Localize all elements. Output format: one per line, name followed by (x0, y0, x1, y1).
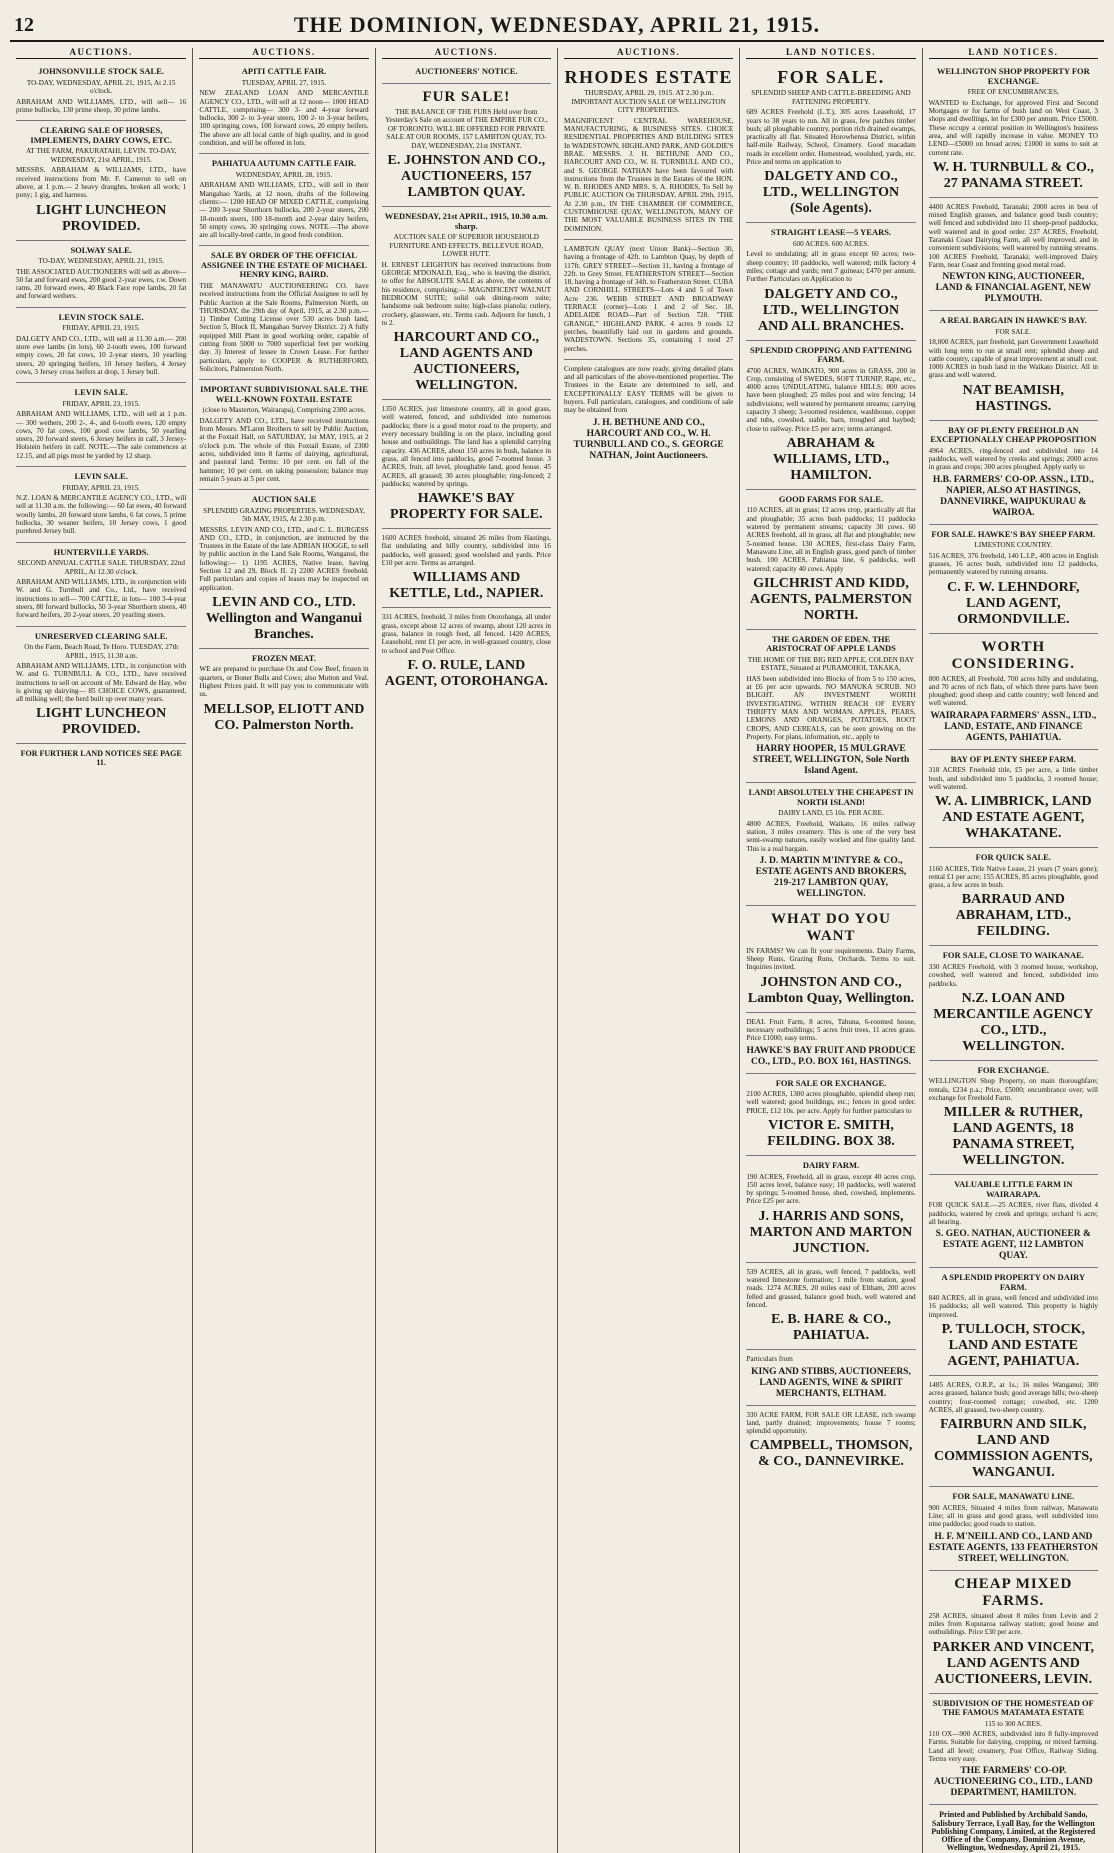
ad-signature: MILLER & RUTHER, LAND AGENTS, 18 PANAMA STREET, WELLINGTON. (943, 1105, 1083, 1169)
ad-subtitle: AT THE FARM, PAKURATAHI, LEVIN. TO-DAY, WEDNESDAY, 21st APRIL, 1915. (25, 147, 177, 164)
advertisement (16, 467, 186, 542)
ad-signature: HAWKE'S BAY PROPERTY FOR SALE. (390, 491, 543, 523)
column-4 (557, 48, 739, 1853)
ad-body-text: 4400 ACRES Freehold, Taranaki; 2000 acres in best of mixed English grasses, and balance good bush country; well fenced and subdivided into 11 sheep-proof paddocks, well watered and in good order. 237 ACRES, Freehold, Taranaki Coast Dairying Farm, all well improved, and in convenient subdivisions; well watered by running streams. 100 ACRES Freehold, Taranaki; well-improved Dairy Farm, near Coast and fronting good metal road. (928, 202, 1098, 269)
ad-signature: DALGETY AND CO., LTD., WELLINGTON (Sole Agents). (762, 169, 900, 217)
ad-signature: CAMPBELL, THOMSON, & CO., DANNEVIRKE. (749, 1438, 913, 1470)
ad-body-text: Level to undulating; all in grass except 60 acres; two-sheep country; 10 paddocks, well watered; milk factory 4 miles; cottage and yards; rent 7 guineas; £470 per annum. Further Particulars on Application to (746, 250, 916, 284)
advertisement (564, 360, 733, 467)
advertisement (929, 946, 1098, 1060)
advertisement (746, 1156, 915, 1263)
ad-title: JOHNSONVILLE STOCK SALE. (38, 66, 165, 77)
ad-title: VALUABLE LITTLE FARM IN WAIRARAPA. (954, 1179, 1073, 1199)
masthead (10, 6, 1104, 42)
advertisement (382, 400, 551, 529)
ad-subtitle: THE BALANCE OF THE FURS Held over from Yesterday's Sale on account of THE EMPIRE FUR CO., OF TORONTO. WILL BE OFFERED FOR PRIVATE SALE AT OUR ROOMS, 157 LAMBTON QUAY, TO-DAY, WEDNESDAY, 21st INSTANT. (385, 107, 548, 150)
ad-title: FOR SALE. (777, 67, 885, 88)
ad-signature: C. F. W. LEHNDORF, LAND AGENT, ORMONDVILLE. (947, 579, 1080, 627)
ad-subtitle: (close to Masterton, Wairarapa), Comprising 2300 acres. (202, 406, 366, 415)
advertisement (746, 1013, 915, 1074)
ad-body-text: MESSRS. ABRAHAM & WILLIAMS, LTD., have received instructions from Mr. F. Cameron to sell on above, at 1 p.m.— 2 heavy draughts, broken all work; 1 pony; 1 gig, and harness. (16, 166, 187, 200)
ad-signature: P. TULLOCH, STOCK, LAND AND ESTATE AGENT, PAHIATUA. (941, 1322, 1085, 1370)
columns-container (10, 47, 1104, 1853)
ad-body-text: 330 ACRE FARM, FOR SALE OR LEASE, rich swamp land, partly drained; improvements; house 7 rooms; splendid opportunity. (746, 1410, 916, 1436)
advertisement (746, 1406, 915, 1476)
ad-title: CHEAP MIXED FARMS. (954, 1575, 1073, 1609)
advertisement (16, 121, 186, 240)
ad-body-text: DEAL Fruit Farm, 8 acres, Tahuna, 6-roomed house, necessary outbuildings; 5 acres fruit trees, 11 acres grass. Price £1000; easy terms. (746, 1017, 916, 1043)
advertisement (929, 750, 1098, 848)
column-heading: AUCTIONS. (199, 48, 368, 59)
advertisement (746, 630, 915, 783)
advertisement (746, 783, 915, 906)
ad-signature: W. H. TURNBULL & CO., 27 PANAMA STREET. (932, 159, 1094, 191)
ad-body-text: ABRAHAM AND WILLIAMS, LTD., in conjunction with W. and G. TURNBULL & CO., LTD., have received instructions to sell on account of Mr. Edward de Hay, who is giving up dairying— 85 CHOICE COWS, guaranteed, all milking well; the herd built up over many years. (16, 662, 187, 704)
ad-body-text: ABRAHAM AND WILLIAMS, LTD., will sell in their Mangahao Yards, at 12 noon, drafts of the following clients:— 1200 HEAD OF MIXED CATTLE, comprising— 200 3-year Shorthorn bullocks, 200 2-year steers, 200 18-month steers, 100 18-month and 2-year dairy heifers, 50 empty cows, 30 springing cows. NOTE.—The above are all locally-bred cattle, in good fresh condition. (199, 181, 369, 240)
ad-signature: ABRAHAM & WILLIAMS, LTD., HAMILTON. (772, 435, 890, 483)
ad-title: FOR SALE. HAWKE'S BAY SHEEP FARM. (931, 528, 1096, 539)
advertisement (746, 223, 915, 340)
ad-title: WELLINGTON SHOP PROPERTY FOR EXCHANGE. (936, 66, 1090, 86)
ad-body-text: 2100 ACRES, 1300 acres ploughable, splendid sheep run; well watered; good buildings, etc.; fences in good order. PRICE, £12 10s. per acre. Apply for further particulars to (746, 1090, 916, 1115)
ad-body-text: ABRAHAM AND WILLIAMS, LTD., will sell— 16 prime bullocks, 130 prime sheep, 30 prime lambs. (16, 97, 187, 115)
ad-body-text: 1485 ACRES, O.R.P., at 1s.; 16 miles Wanganui; 300 acres grassed, balance bush; good average hills; two-sheep country; four-roomed cottage; cowshed, etc. 1200 ACRES, all grassed, two-sheep country. (928, 1381, 1098, 1414)
ad-body-text: 318 ACRES Freehold title, £5 per acre, a little timber bush, and subdivided into 5 paddocks, 3 roomed house; well watered. (928, 766, 1098, 791)
ad-body-text: 800 ACRES, all Freehold, 700 acres hilly and undulating, and 70 acres of rich flats, of which three parts have been ploughed; good sheep and cattle country; well fenced and well watered. (928, 674, 1098, 708)
ad-signature: LIGHT LUNCHEON PROVIDED. (36, 706, 167, 738)
ad-signature: J. D. MARTIN M'INTYRE & CO., ESTATE AGENTS AND BROKERS, 219-217 LAMBTON QUAY, WELLINGTON. (755, 855, 907, 899)
page-number: 12 (14, 14, 34, 36)
ad-title: FOR SALE OR EXCHANGE. (775, 1077, 887, 1088)
ad-title: SPLENDID CROPPING AND FATTENING FARM. (750, 344, 912, 365)
ad-signature: FAIRBURN AND SILK, LAND AND COMMISSION AGENTS, WANGANUI. (933, 1417, 1093, 1481)
advertisement (746, 490, 915, 630)
ad-subtitle: FRIDAY, APRIL 23, 1915. (62, 399, 140, 408)
ad-title: STRAIGHT LEASE—5 YEARS. (770, 227, 892, 238)
ad-signature: THE FARMERS' CO-OP. AUCTIONEERING CO., LTD., LAND DEPARTMENT, HAMILTON. (933, 1766, 1093, 1799)
advertisement (929, 1571, 1098, 1694)
ad-signature: J. HARRIS AND SONS, MARTON AND MARTON JUNCTION. (749, 1208, 913, 1256)
ad-title: FROZEN MEAT. (252, 652, 316, 663)
advertisement (929, 634, 1098, 750)
column-heading: AUCTIONS. (16, 48, 186, 59)
advertisement (929, 311, 1098, 420)
advertisement (746, 906, 915, 1013)
ad-body-text: 539 ACRES, all in grass, well fenced, 7 paddocks, well watered limestone formation; 1 mile from station, good roads. 1274 ACRES, 20 miles east of Eltham, 200 acres felled and grassed, balance good bush, well watered and fenced. (746, 1267, 916, 1309)
column-heading: LAND NOTICES. (929, 48, 1098, 59)
ad-title: FOR SALE, MANAWATU LINE. (952, 1491, 1075, 1502)
ad-body-text: 516 ACRES, 376 freehold, 140 L.I.P., 400 acres in English grasses, 16 acres bush, subdivided into 12 paddocks, permanently watered by running streams. (928, 551, 1098, 577)
ad-subtitle: SPLENDID GRAZING PROPERTIES. WEDNESDAY, 5th MAY, 1915, At 2.30 p.m. (203, 506, 365, 524)
ad-body-text: 1600 ACRES freehold, situated 26 miles from Hastings, flat undulating and hilly country, subdivided into 16 paddocks, well grassed; good woolshed and yards. Price £10 per acre. Terms as arranged. (381, 534, 551, 568)
ad-signature: BARRAUD AND ABRAHAM, LTD., FEILDING. (955, 892, 1072, 940)
ad-body-text: MESSRS. LEVIN AND CO., LTD., and C. L. BURGESS AND CO., LTD., in conjunction, are instructed by the Trustees in the Estate of the late ADRIAN HOGGE, to sell by public auction in the Land Sale Rooms, Wanganui, the following:— 1) 1195 ACRES, Native lease, having Section 12 and 29, Block II. 2) 2200 ACRES freehold. Full particulars and copies of leases may be inspected on application. (199, 525, 369, 592)
ad-title: SOLWAY SALE. (70, 244, 132, 255)
ad-body-text: 110 ACRES, all in grass; 12 acres crop, practically all flat and ploughable; 35 acres bush paddocks; 11 paddocks watered by permanent streams; capacity 30 cows. 60 ACRES freehold, all in grass, all flat and ploughable; new 5-roomed house. 130 ACRES, first-class Dairy Farm, Manawatu Line, all in English grass, good patch of timber bush. 100 ACRES, Pahiatua line, 6 paddocks, well watered; capacity 40 cows. Apply (746, 506, 916, 573)
ad-body-text: 4964 ACRES, ring-fenced and subdivided into 14 paddocks, well watered by creeks and springs; 2000 acres in grass and crops; 300 acres ploughed. Apply early to (928, 446, 1098, 472)
ad-subtitle: WEDNESDAY, APRIL 28, 1915. (235, 170, 333, 179)
ad-signature: PARKER AND VINCENT, LAND AGENTS AND AUCTIONEERS, LEVIN. (932, 1639, 1095, 1687)
ad-title: AUCTIONEERS' NOTICE. (415, 66, 518, 77)
ad-signature: H.B. FARMERS' CO-OP. ASSN., LTD., NAPIER, ALSO AT HASTINGS, DANNEVIRKE, WAIPUKURAU & WAIROA. (932, 474, 1094, 518)
advertisement (929, 848, 1098, 946)
advertisement (929, 421, 1098, 525)
ad-subtitle: THURSDAY, APRIL 29, 1915. AT 2.30 p.m. IMPORTANT AUCTION SALE OF WELLINGTON CITY PROPERTIES. (571, 89, 726, 115)
ad-signature: S. GEO. NATHAN, AUCTIONEER & ESTATE AGENT, 112 LAMBTON QUAY. (935, 1229, 1091, 1262)
ad-body-text: WE are prepared to purchase Ox and Cow Beef, frozen in quarters, or Boner Bulls and Cows; also Mutton and Veal. Highest Prices paid. It will pay you to communicate with us. (199, 665, 369, 699)
ad-body-text: HAS been subdivided into Blocks of from 5 to 150 acres, at £6 per acre upwards. NO MANUKA SCRUB. NO BLIGHT. AN INVESTMENT WORTH INVESTIGATING. WITHIN REACH OF EVERY THRIFTY MAN AND WOMAN. APPLES, PEARS, LEMONS AND ORANGES, POTATOES, ROOT CROPS, AND CEREALS, can be seen growing on the Property. For plans, information, etc., apply to (746, 674, 916, 741)
ad-body-text: LAMBTON QUAY (next Union Bank)—Section 30, having a frontage of 42ft. to Lambton Quay, by depth of 117ft. GREY STREET—Section 11, having a frontage of 22ft. to Grey Street. FEATHERSTON STREET—Section 18, having a frontage of 34ft. to Featherston Street. CUBA AND CORNHILL STREETS—Lots 4 and 5 of Town Acre 236. WEBB STREET AND BROADWAY TERRACE (corner)—Lots 1 and 2 of Sec. 18. ADELAIDE ROAD—Part of Section 728. "THE GRANGE," HIGHLAND PARK. 4 acres 9 roods 12 perches, beautifully laid out in gardens and grounds. WADESTOWN. Sections 35, containing 1 rood 27 perches. (563, 244, 734, 353)
advertisement (929, 1175, 1098, 1268)
ad-subtitle: LIMESTONE COUNTRY. (974, 541, 1053, 550)
ad-title: BAY OF PLENTY FREEHOLD AN EXCEPTIONALLY CHEAP PROPOSITION (930, 424, 1097, 445)
ad-body-text: 4700 ACRES, WAIKATO, 900 acres in GRASS, 200 in Crop, consisting of SWEDES, SOFT TURNIP, Rape, etc., 4000 acres UNDULATING, balance HILLS; 800 acres have been ploughed; 25 miles post and wire fencing; 14 subdivisions; well watered by permanent streams; carrying capacity 3 sheep; 3-roomed residence, washhouse, copper and tubs, cowshed, stable, barn, troughed and haybed; close to railway. Price £5 per acre; terms arranged. (746, 366, 916, 433)
ad-body-text: 110 OX—900 ACRES, subdivided into 8 fully-improved Farms. Suitable for dairying, cropping, or mixed farming. Land all level; creamery, Post Office, Railway Siding. Terms very easy. (928, 1730, 1098, 1763)
ad-title: HUNTERVILLE YARDS. (53, 546, 149, 557)
ad-title: LEVIN STOCK SALE. (58, 311, 144, 322)
ad-title: FOR EXCHANGE. (977, 1064, 1049, 1075)
ad-signature: F. O. RULE, LAND AGENT, OTOROHANGA. (384, 657, 548, 689)
column-6 (922, 48, 1104, 1853)
advertisement (929, 198, 1098, 311)
ad-title: FUR SALE! (422, 88, 511, 105)
advertisement (929, 1487, 1098, 1570)
column-heading: AUCTIONS. (382, 48, 551, 59)
ad-title: UNRESERVED CLEARING SALE. (34, 630, 168, 641)
column-heading: AUCTIONS. (564, 48, 733, 59)
advertisement (382, 207, 551, 400)
ad-body-text: DALGETY AND CO., LTD., have received instructions from Messrs. M'Laren Brothers to sell by Public Auction, at the Foxtail Hall, on SATURDAY, 1st MAY, 1915, at 2 o'clock p.m. The whole of this Foxtail Estate, of 2300 acres, subdivided into 8 farms of dairying, agricultural, and pastoral land. Terms: 10 per cent. on fall of the hammer; 10 per cent. on taking possession; balance may remain 5 years at 5 per cent. (199, 416, 369, 483)
ad-subtitle: DAIRY LAND, £5 10s. PER ACRE. (778, 809, 884, 818)
column-footer-note: Printed and Published by Archibald Sando, Salisbury Terrace, Lyall Bay, for the Wellington Publishing Company, Limited, at the Registered Office of the Company, Dominion Avenue, Wellington, Wednesday, April 21, 1915. (931, 1810, 1096, 1853)
ad-title: WEDNESDAY, 21st APRIL, 1915, 10.30 a.m. sharp. (384, 211, 548, 231)
ad-signature: E. B. HARE & CO., PAHIATUA. (771, 1312, 891, 1344)
ad-signature: HARCOURT AND CO., LAND AGENTS AND AUCTIONEERS, WELLINGTON. (393, 330, 540, 394)
advertisement (929, 1694, 1098, 1806)
ad-title: DAIRY FARM. (802, 1160, 860, 1171)
advertisement (929, 1376, 1098, 1487)
ad-title: A REAL BARGAIN IN HAWKE'S BAY. (939, 315, 1087, 326)
ad-body-text: 900 ACRES, Situated 4 miles from railway, Manawatu Line; all in grass and good grass, well subdivided into nine paddocks; good roads to station. (928, 1503, 1098, 1529)
advertisement (382, 529, 551, 608)
ad-signature: E. JOHNSTON AND CO., AUCTIONEERS, 157 LAMBTON QUAY. (387, 153, 546, 201)
ad-signature: KING AND STIBBS, AUCTIONEERS, LAND AGENTS, WINE & SPIRIT MERCHANTS, ELTHAM. (751, 1366, 911, 1399)
column-footer-note: FOR FURTHER LAND NOTICES SEE PAGE 11. (20, 749, 182, 767)
ad-signature: HARRY HOOPER, 15 MULGRAVE STREET, WELLINGTON, Sole North Island Agent. (752, 744, 910, 777)
ad-subtitle: FREE OF ENCUMBRANCES, (967, 88, 1059, 97)
advertisement (746, 62, 915, 223)
ad-body-text: 18,000 ACRES, part freehold, part Government Leasehold with long term to run at small rent; splendid sheep and cattle country, capable of great improvement at small cost. 1000 ACRES in bush land in the Waikato District. All in grass and well watered. (928, 338, 1098, 380)
newspaper-title: THE DOMINION, WEDNESDAY, APRIL 21, 1915. (293, 12, 821, 37)
advertisement (929, 1268, 1098, 1376)
ad-body-text: Complete catalogues are now ready, giving detailed plans and all particulars of the above-mentioned properties. The Trustees in the Estate are determined to sell, and EXCEPTIONALLY EASY TERMS will be given to buyers. Full particulars, catalogues, and conditions of sale may be obtained from (563, 364, 734, 415)
ad-subtitle: 600 ACRES. 600 ACRES. (792, 239, 870, 248)
ad-signature: J. H. BETHUNE AND CO., HARCOURT AND CO., W. H. TURNBULL AND CO., S. GEORGE NATHAN, Joint Auctioneers. (573, 417, 724, 461)
ad-subtitle: 115 to 300 ACRES. (984, 1719, 1042, 1728)
ad-body-text: WANTED to Exchange, for approved First and Second Mortgages or for farms of bush land on West Coast, 3 shops and dwellings, let for £300 per annum. Price £5000. These occupy a central position in Wellington's business area, and will rapidly increase in value. MONEY TO LEND—£5000 on broad acres; £1000 in sums to suit at current rate. (928, 98, 1098, 157)
ad-body-text: 4800 ACRES, Freehold, Waikato, 16 miles railway station, 3 miles creamery. This is one of the very best semi-swamp natures, easily worked and fine quality land. This is a real bargain. (746, 819, 916, 853)
ad-body-text: Particulars from (746, 1355, 793, 1364)
ad-body-text: FOR QUICK SALE.—25 ACRES, river flats, divided 4 paddocks, watered by creek and springs; orchard ½ acre; all bearing. (928, 1201, 1098, 1226)
advertisement (746, 1074, 915, 1156)
ad-signature: VICTOR E. SMITH, FEILDING. BOX 38. (767, 1118, 895, 1150)
ad-body-text: 331 ACRES, freehold, 3 miles from Otorohanga, all under grass, except about 12 acres of swamp, about 120 acres in grass, balance in rough feed, all fenced. 1420 ACRES, Leasehold, rent £1 per acre, in well-grassed country, close to school and Post Office. (381, 613, 551, 655)
ad-title: WHAT DO YOU WANT (771, 910, 891, 944)
ad-body-text: ABRAHAM AND WILLIAMS, LTD., will sell at 1 p.m.— 300 wethers, 200 2-, 4-, and 6-tooth ewes, 120 empty cows, 70 fat cows, 100 good cow lambs, 50 yearling steers, 20 forward steers, 6 Jersey heifers in calf, 3 Jersey-Holstein heifers in calf. NOTE.—The sale commences at 12.15, and all pigs must be yarded by 12 sharp. (16, 410, 187, 460)
advertisement (929, 62, 1098, 198)
advertisement (16, 627, 186, 745)
ad-subtitle: AUCTION SALE OF SUPERIOR HOUSEHOLD FURNITURE AND EFFECTS. BELLEVUE ROAD, LOWER HUTT. (389, 233, 544, 259)
advertisement (199, 490, 368, 649)
ad-title: BAY OF PLENTY SHEEP FARM. (950, 753, 1077, 764)
ad-body-text: MAGNIFICENT CENTRAL WAREHOUSE, MANUFACTURING, & BUSINESS SITES. CHOICE RESIDENTIAL PROPERTIES AND BUILDING SITES In WADESTOWN, HIGHLAND PARK, AND GOLDIE'S BRAE. MESSRS. J. H. BETHUNE AND CO., HARCOURT AND CO., W. H. TURNBULL AND CO., and S. GEORGE NATHAN have been favoured with instructions from the Trustees in the Estates of the HON. W. B. RHODES AND MRS. S. A. RHODES, To Sell by PUBLIC AUCTION On THURSDAY, APRIL 29th, 1915, At 2.30 p.m., IN THE CHAMBER OF COMMERCE, CUSTOMHOUSE QUAY, WELLINGTON, MANY OF THE MOST VALUABLE BUSINESS SITES IN THE DOMINION. (563, 116, 734, 233)
advertisement (564, 240, 733, 360)
ad-signature: LEVIN AND CO., LTD. Wellington and Wanganui Branches. (205, 594, 363, 642)
advertisement (382, 62, 551, 84)
ad-body-text: 1350 ACRES, just limestone country, all in good grass, well watered, fenced, and subdivided into numerous paddocks; there is a good motor road to the property, and every necessary building is on the place, including good house and outbuildings. The land has a splendid carrying capacity. 436 ACRES, about 150 acres in bush, balance in grass, all fenced into paddocks, good 7-roomed house. 3 ACRES, fruit, all level, ploughable land, good house. 45 ACRES, all grassed; 30 acres ploughable; ring-fenced; 2 paddocks; watered by springs. (381, 405, 551, 488)
advertisement (929, 1061, 1098, 1175)
ad-subtitle: TO-DAY, WEDNESDAY, APRIL 21, 1915. (38, 257, 164, 266)
ad-signature: H. F. M'NEILL AND CO., LAND AND ESTATE AGENTS, 133 FEATHERSTON STREET, WELLINGTON. (928, 1531, 1098, 1564)
ad-title: AUCTION SALE (251, 494, 317, 505)
ad-title: RHODES ESTATE (564, 67, 733, 88)
ad-title: LAND! ABSOLUTELY THE CHEAPEST IN NORTH ISLAND! (748, 787, 914, 807)
advertisement (199, 246, 368, 380)
ad-title: SUBDIVISION OF THE HOMESTEAD OF THE FAMOUS MATAMATA ESTATE (932, 1697, 1094, 1718)
ad-body-text: H. ERNEST LEIGHTON has received instructions from GEORGE M'DONALD, Esq., who is leaving the district, to offer for ABSOLUTE SALE as above, the contents of his residence, comprising:— MAGNIFICENT WALNUT BEDROOM SUITE; solid oak dining-room suite; handsome oak bedroom suite; high-class pianola; cutlery, crockery, glassware, etc. Terms cash. Adjourn for lunch, 1 to 2. (381, 260, 551, 327)
ad-subtitle: SPLENDID SHEEP AND CATTLE-BREEDING AND FATTENING PROPERTY. (751, 89, 911, 106)
column-1 (10, 48, 192, 1853)
ad-body-text: NEW ZEALAND LOAN AND MERCANTILE AGENCY CO., LTD., will sell at 12 noon— 1000 HEAD CATTLE, comprising— 300 3- and 4-year forward bullocks, 300 2- to 3-year steers, 100 2- to 3-year heifers, 100 springing cows, 100 forward cows, 20 empty heifers. The above are all local cattle of high quality, and in good condition, and will be offered in lots. (199, 89, 369, 148)
ad-subtitle: FRIDAY, APRIL 23, 1915. (62, 483, 140, 492)
ad-body-text: ABRAHAM AND WILLIAMS, LTD., in conjunction with W. and G. Turnbull and Co., Ltd., have received instructions to sell— 700 CATTLE, in lots— 100 3-4-year steers, 80 forward bullocks, 50 3-year Shorthorn steers, 40 forward heifers, 20 2-year steers, 20 yearling steers. (16, 578, 187, 620)
ad-subtitle: TUESDAY, APRIL 27, 1915. (241, 78, 327, 87)
advertisement (746, 1350, 915, 1405)
ad-body-text: 689 ACRES Freehold (L.T.), 305 acres Leasehold, 17 years to 38 years to run. All in grass, few patches timber bush; all ploughable country, portion rich drained swamps, practically all flat. Situated Horowhenua District, within half-mile Railway, School, Creamery. Good macadam roads in excellent order. Homestead, woolshed, yards, etc. Price and terms on application to (746, 108, 916, 167)
ad-subtitle: FRIDAY, APRIL 23, 1915. (62, 324, 140, 333)
ad-body-text: 258 ACRES, situated about 8 miles from Levin and 2 miles from Koputaroa railway station; good house and outbuildings. Price £30 per acre. (928, 1611, 1098, 1637)
column-2 (192, 48, 374, 1853)
ad-title: A SPLENDID PROPERTY ON DAIRY FARM. (941, 1272, 1086, 1292)
ad-signature: DALGETY AND CO., LTD., WELLINGTON AND ALL BRANCHES. (758, 286, 904, 334)
ad-signature: GILCHRIST AND KIDD, AGENTS, PALMERSTON NORTH. (749, 575, 913, 623)
ad-title: GOOD FARMS FOR SALE. (778, 493, 884, 504)
ad-title: PAHIATUA AUTUMN CATTLE FAIR. (211, 158, 357, 169)
advertisement (564, 62, 733, 240)
ad-body-text: 840 ACRES, all in grass, well fenced and subdivided into 16 paddocks; all well watered. This property is highly improved. (928, 1294, 1098, 1319)
advertisement (746, 341, 915, 490)
ad-body-text: THE MANAWATU AUCTIONEERING CO. have received instructions from the Official Assignee to sell by Public Auction at the Sale Rooms, Palmerston North, on THURSDAY, the 29th day of April, 1915, at 2.30 p.m.— 1) Timber Cutting License over 530 acres bush land, Section 5, Block II, Mangahao Survey District. 2) A fully equipped Mill Plant in good working order, capable of cutting from 5000 to 7000 superficial feet per working day. 3) Interest of lessee in Crown Lease. For further particulars, apply to COOPER & RUTHERFORD, Solicitors, Palmerston North. (199, 281, 369, 373)
ad-signature: NEWTON KING, AUCTIONEER, LAND & FINANCIAL AGENT, NEW PLYMOUTH. (935, 272, 1091, 305)
advertisement (16, 241, 186, 308)
advertisement (16, 543, 186, 627)
ad-body-text: WELLINGTON Shop Property, on main thoroughfare; rentals, £234 p.a.; Price, £5000; encumbrance over; will exchange for Freehold Farm. (928, 1077, 1098, 1102)
ad-signature: NAT BEAMISH, HASTINGS. (962, 382, 1065, 414)
ad-title: LEVIN SALE. (74, 387, 128, 398)
ad-signature: LIGHT LUNCHEON PROVIDED. (36, 202, 167, 234)
advertisement (16, 383, 186, 467)
advertisement (199, 649, 368, 739)
ad-signature: WAIRARAPA FARMERS' ASSN., LTD., LAND, ESTATE, AND FINANCE AGENTS, PAHIATUA. (930, 710, 1097, 743)
ad-body-text: THE ASSOCIATED AUCTIONEERS will sell as above— 50 fat and forward ewes, 200 good 2-year ewes, r.w. Down rams, 20 forward ewes, 40 Black Face rope lambs, 20 fat and forward wethers. (16, 267, 187, 301)
ad-body-text: IN FARMS? We can fit your requirements. Dairy Farms, Sheep Runs, Grazing Runs, Orchards. Terms to suit. Inquiries invited. (746, 946, 916, 972)
ad-subtitle: On the Farm, Beach Road, Te Horo. TUESDAY, 27th APRIL, 1915, 11.30 a.m. (24, 643, 179, 660)
ad-title: FOR SALE, CLOSE TO WAIKANAE. (942, 950, 1084, 961)
ad-title: IMPORTANT SUBDIVISIONAL SALE. THE WELL-KNOWN FOXTAIL ESTATE (200, 384, 368, 404)
ad-subtitle: FOR SALE. (995, 327, 1032, 336)
ad-body-text: DALGETY AND CO., LTD., will sell at 11.30 a.m.— 200 store ewe lambs (in lots), 60 2-tooth ewes, 100 forward empty cows, 20 fat cows, 10 2-year steers, 10 yearling steers, 20 springing heifers, 10 Jersey heifers, 4 Jersey cows, 3 Jersey cross heifers at drop, 1 Jersey bull. (16, 334, 187, 376)
ad-body-text: 190 ACRES, Freehold, all in grass, except 40 acres crop, 150 acres level, balance easy; 10 paddocks, well watered by springs; 5-roomed house, shed, cowshed, implements. Price £25 per acre. (746, 1172, 916, 1206)
ad-subtitle: TO-DAY, WEDNESDAY, APRIL 21, 1915, At 2.15 o'clock. (26, 78, 176, 96)
advertisement (199, 62, 368, 154)
ad-subtitle: SECOND ANNUAL CATTLE SALE. THURSDAY, 22nd APRIL, At 12.30 o'clock. (17, 559, 185, 576)
ad-signature: HAWKE'S BAY FRUIT AND PRODUCE CO., LTD., P.O. BOX 161, HASTINGS. (746, 1045, 916, 1067)
ad-title: CLEARING SALE OF HORSES, IMPLEMENTS, DAIRY COWS, ETC. (30, 125, 172, 145)
advertisement (199, 154, 368, 246)
ad-body-text: 330 ACRES Freehold, with 3 roomed house, workshop, cowshed, well watered and fenced, subdivided into paddocks. (928, 962, 1098, 988)
ad-signature: MELLSOP, ELIOTT AND CO. Palmerston North. (203, 701, 365, 733)
advertisement (929, 525, 1098, 634)
advertisement (382, 84, 551, 208)
ad-title: APITI CATTLE FAIR. (241, 66, 327, 77)
ad-title: LEVIN SALE. (74, 471, 128, 482)
advertisement (16, 308, 186, 383)
ad-signature: N.Z. LOAN AND MERCANTILE AGENCY CO., LTD., WELLINGTON. (933, 990, 1094, 1054)
advertisement (382, 608, 551, 694)
ad-signature: JOHNSTON AND CO., Lambton Quay, Wellington. (747, 974, 915, 1006)
column-3 (375, 48, 557, 1853)
ad-title: THE GARDEN OF EDEN. THE ARISTOCRAT OF APPLE LANDS (766, 633, 896, 654)
ad-body-text: N.Z. LOAN & MERCANTILE AGENCY CO., LTD., will sell at 11.30 a.m. the following:— 60 fat ewes, 40 forward woolly lambs, 20 forward store lambs, 6 fat cows, 5 prime bullocks, 30 weaner heifers, 10 Jersey cows, 1 good purebred Jersey bull. (16, 494, 187, 536)
ad-title: FOR QUICK SALE. (975, 852, 1051, 863)
advertisement (16, 62, 186, 121)
advertisement (746, 1263, 915, 1350)
column-heading: LAND NOTICES. (746, 48, 915, 59)
ad-title: SALE BY ORDER OF THE OFFICIAL ASSIGNEE IN THE ESTATE OF MICHAEL HENRY KING, BAIRD. (200, 250, 368, 280)
ad-title: WORTH CONSIDERING. (951, 638, 1075, 672)
ad-signature: W. A. LIMBRICK, LAND AND ESTATE AGENT, WHAKATANE. (935, 794, 1092, 842)
column-5 (739, 48, 921, 1853)
ad-body-text: 1160 ACRES, Title Native Lease, 21 years (7 years gone); rental £1 per acre; 155 ACRES, 85 acres ploughable, good grass, a few acres in bush. (928, 864, 1098, 890)
ad-subtitle: THE HOME OF THE BIG RED APPLE, COLDEN BAY ESTATE, Situated at PURAMOHOI, TAKAKA, (747, 655, 915, 673)
ad-signature: WILLIAMS AND KETTLE, Ltd., NAPIER. (389, 570, 544, 602)
advertisement (199, 380, 368, 490)
